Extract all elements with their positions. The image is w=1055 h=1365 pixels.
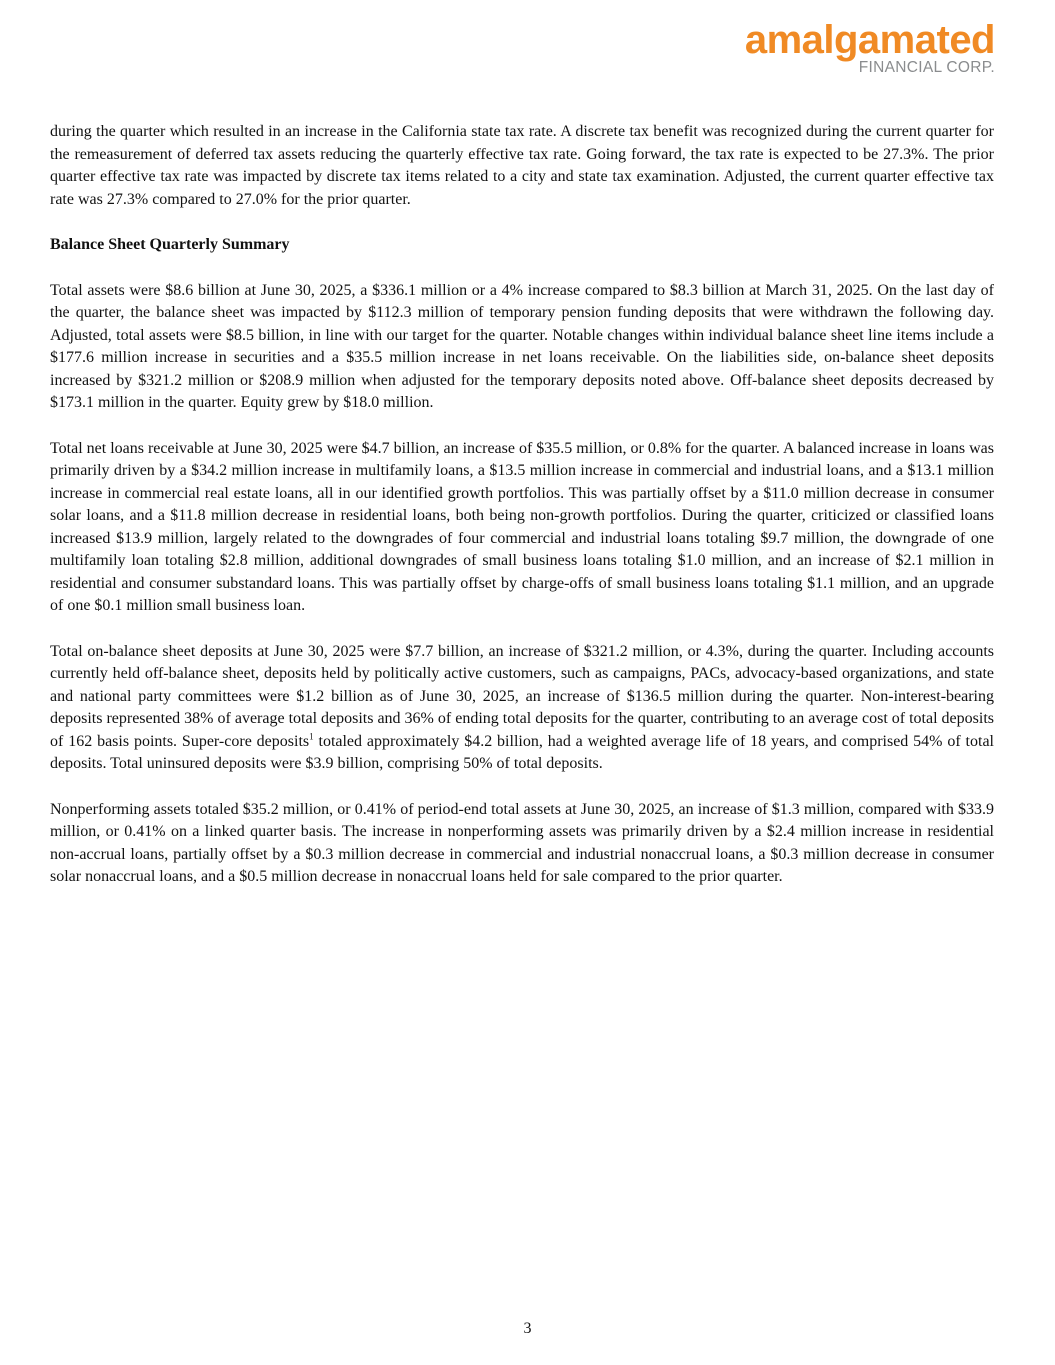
paragraph-deposits <box>50 641 994 776</box>
deposits-text-part2: totaled approximately $4.2 billion, had a weighted average life of 18 years, and comprised 54% of total deposits. Total uninsured deposits were $3.9 billion, comprising 50% of total deposits. <box>50 732 994 772</box>
paragraph-tax-continuation: during the quarter which resulted in an increase in the California state tax rate. A discrete tax benefit was recognized during the current quarter for the remeasurement of deferred tax assets reducing the quarterly effective tax rate. Going forward, the tax rate is expected to be 27.3%. The prior quarter effective tax rate was impacted by discrete tax items related to a city and state tax examination. Adjusted, the current quarter effective tax rate was 27.3% compared to 27.0% for the prior quarter. <box>50 123 994 208</box>
paragraph-total-assets: Total assets were $8.6 billion at June 30, 2025, a $336.1 million or a 4% increase compared to $8.3 billion at March 31, 2025. On the last day of the quarter, the balance sheet was impacted by $112.3 million of temporary pension funding deposits that were withdrawn the following day. Adjusted, total assets were $8.5 billion, in line with our target for the quarter. Notable changes within individual balance sheet line items include a $177.6 million increase in securities and a $35.5 million increase in net loans receivable. On the liabilities side, on-balance sheet deposits increased by $321.2 million or $208.9 million when adjusted for the temporary deposits noted above. Off-balance sheet deposits decreased by $173.1 million in the quarter. Equity grew by $18.0 million. <box>50 281 994 411</box>
company-logo <box>745 18 995 76</box>
logo-wordmark: amalgamated <box>744 18 995 62</box>
section-heading-balance-sheet: Balance Sheet Quarterly Summary <box>50 236 290 253</box>
paragraph-nonperforming: Nonperforming assets totaled $35.2 million, or 0.41% of period-end total assets at June 30, 2025, an increase of $1.3 million, compared with $33.9 million, or 0.41% on a linked quarter basis. The increase in nonperforming assets was primarily driven by a $2.4 million increase in residential non-accrual loans, partially offset by a $0.3 million decrease in commercial and industrial nonaccrual loans, a $0.3 million decrease in consumer solar nonaccrual loans, and a $0.5 million decrease in nonaccrual loans held for sale compared to the prior quarter. <box>50 800 994 885</box>
paragraph-net-loans: Total net loans receivable at June 30, 2025 were $4.7 billion, an increase of $35.5 million, or 0.8% for the quarter. A balanced increase in loans was primarily driven by a $34.2 million increase in multifamily loans, a $13.5 million increase in commercial and industrial loans, and a $13.1 million increase in commercial real estate loans, all in our identified growth portfolios. This was partially offset by a $11.0 million decrease in consumer solar loans, and a $11.8 million decrease in residential loans, both being non-growth portfolios. During the quarter, criticized or classified loans increased $13.9 million, largely related to the downgrades of four commercial and industrial loans totaling $9.7 million, the downgrade of one multifamily loan totaling $2.8 million, additional downgrades of small business loans totaling $1.0 million, and an increase of $2.1 million in residential and consumer substandard loans. This was partially offset by charge-offs of small business loans totaling $1.1 million, and an upgrade of one $0.1 million small business loan. <box>50 439 994 614</box>
logo-subtitle: FINANCIAL CORP. <box>858 59 995 76</box>
document-body <box>50 121 994 912</box>
deposits-text-part1: Total on-balance sheet deposits at June 30, 2025 were $7.7 billion, an increase of $321.2 million, or 4.3%, during the quarter. Including accounts currently held off-balance sheet, deposits held by politically active customers, such as campaigns, PACs, advocacy-based organizations, and state and national party committees were $1.2 billion as of June 30, 2025, an increase of $136.5 million during the quarter. Non-interest-bearing deposits represented 38% of average total deposits and 36% of ending total deposits for the quarter, contributing to an average cost of total deposits of 162 basis points. Super-core deposits <box>50 642 994 750</box>
footnote-reference: 1 <box>309 731 314 742</box>
page-number: 3 <box>523 1320 532 1337</box>
